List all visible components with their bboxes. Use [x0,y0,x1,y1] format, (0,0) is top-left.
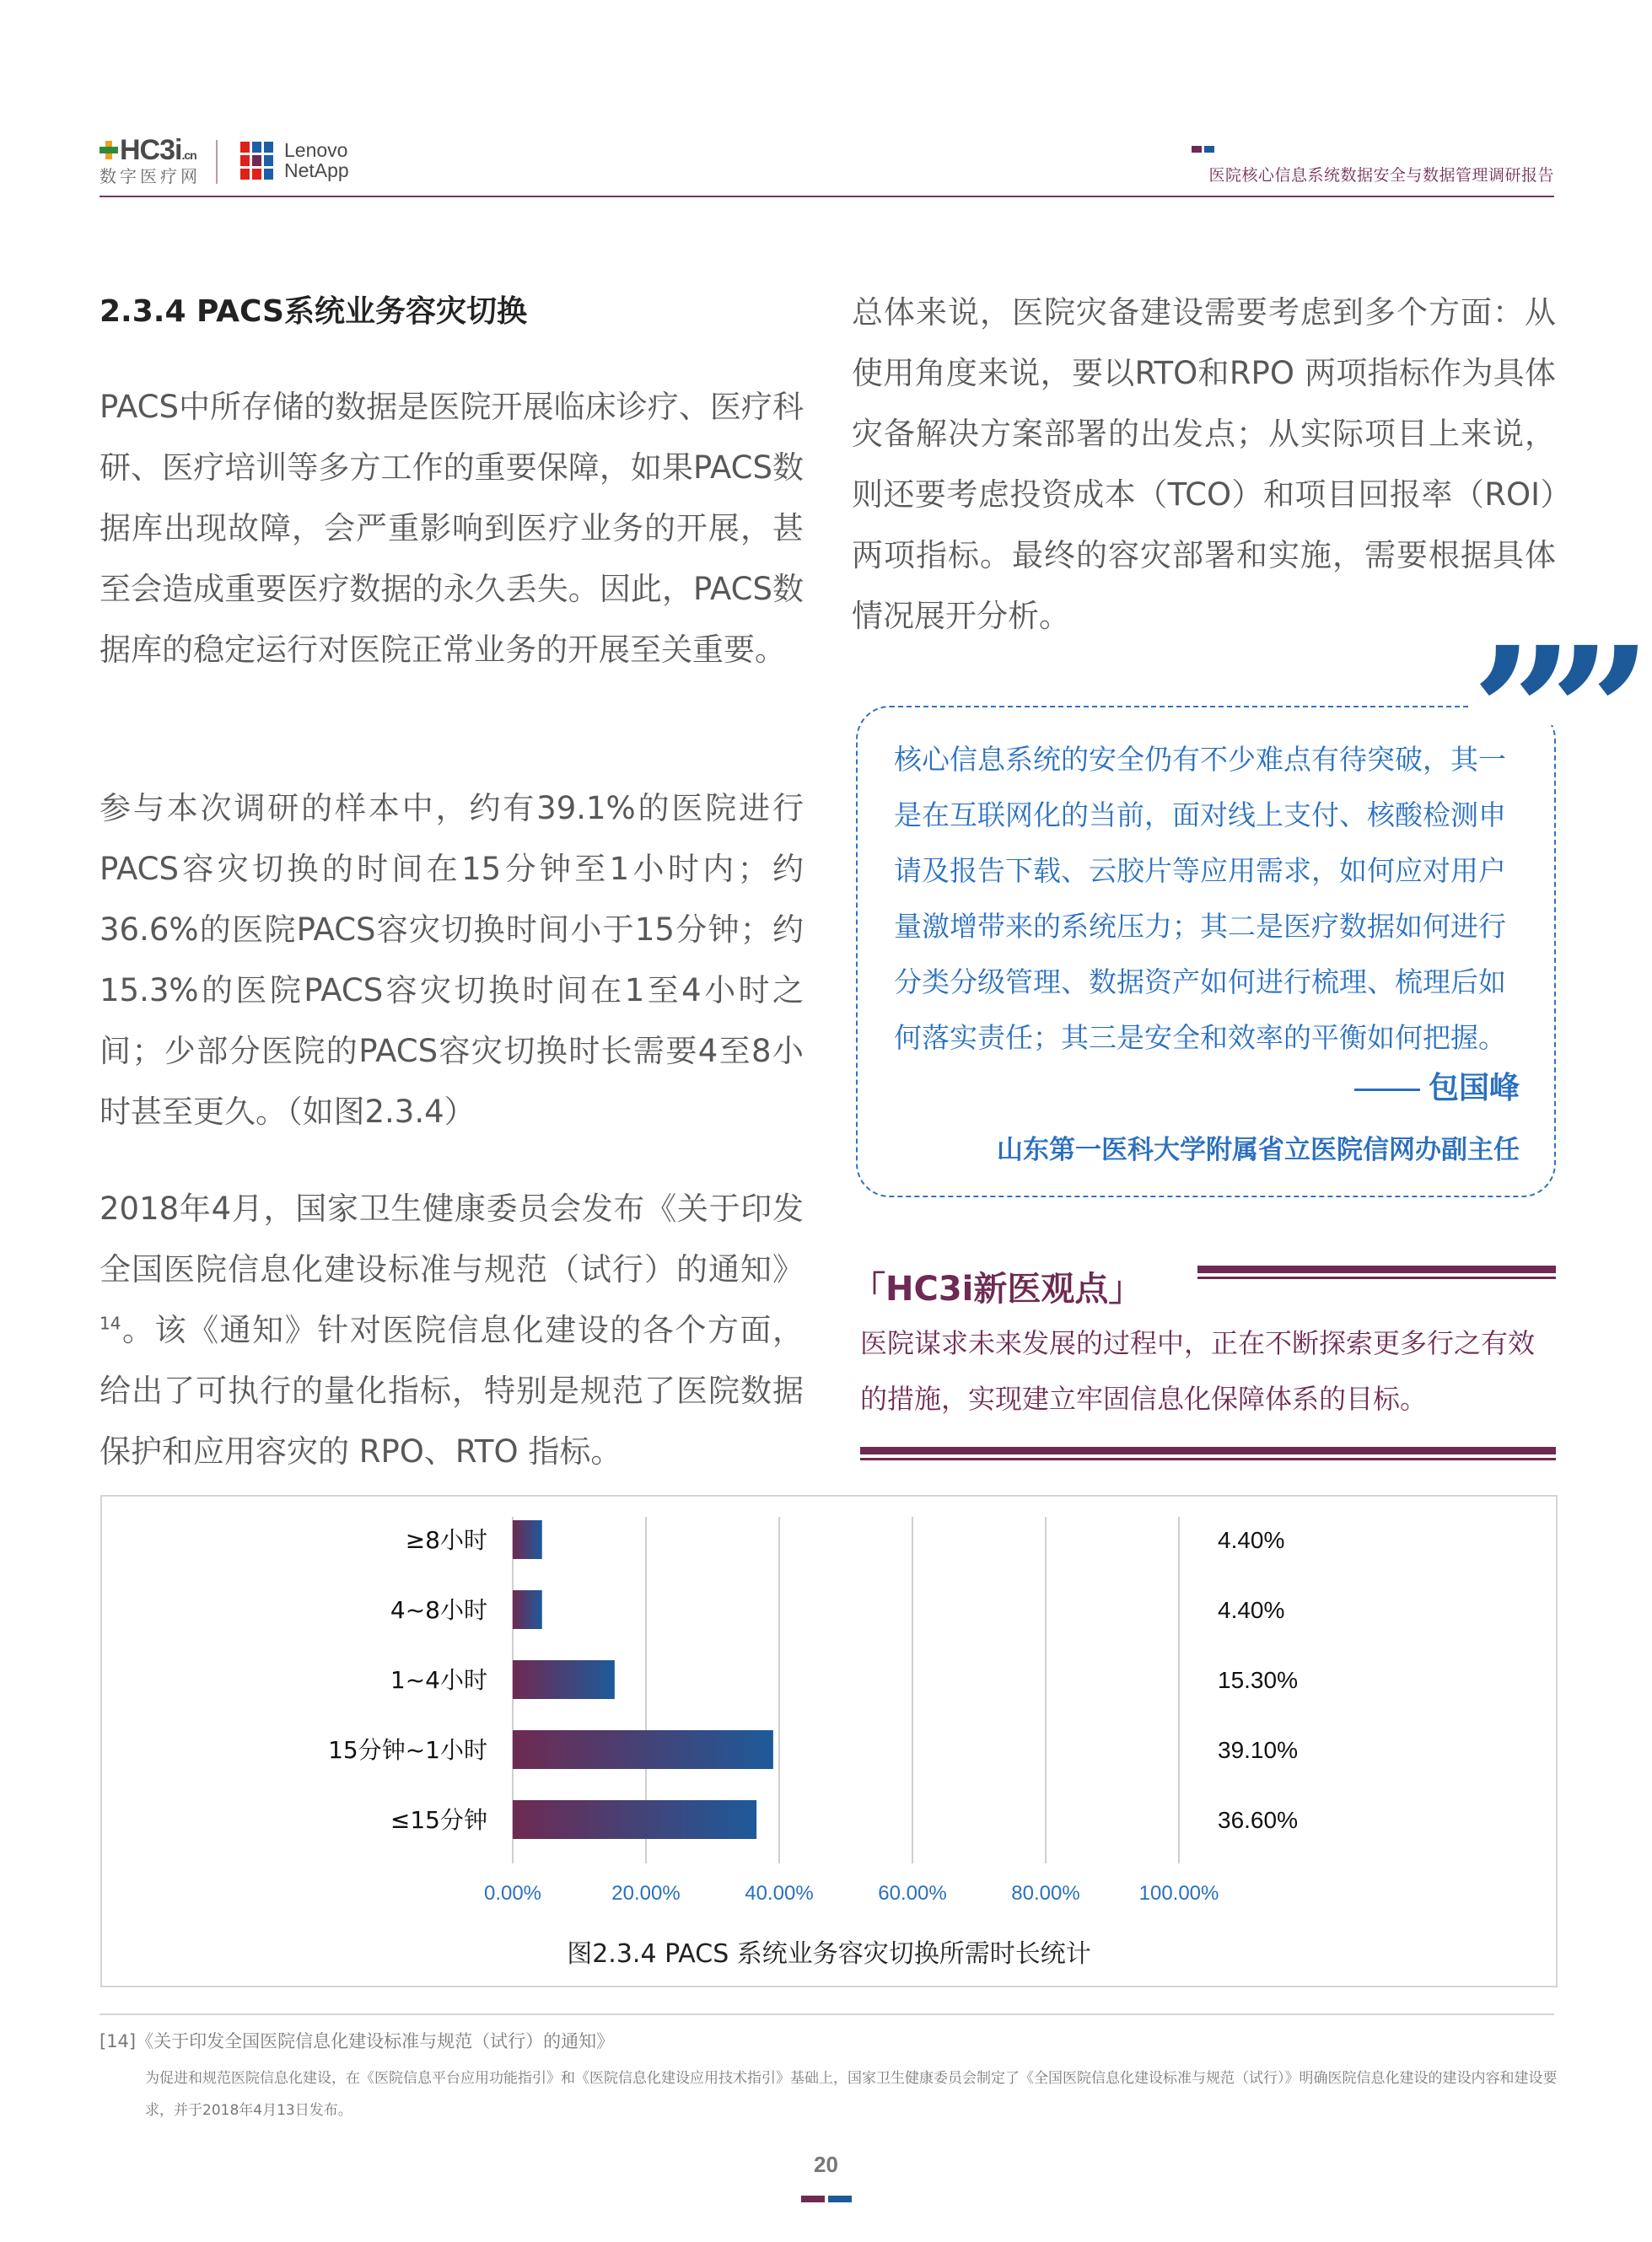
hc3i-subtitle: 数字医疗网 [100,166,201,186]
body-paragraph-1: PACS中所存储的数据是医院开展临床诊疗、医疗科研、医疗培训等多方工作的重要保障，如果PACS数据库出现故障，会严重影响到医疗业务的开展，甚至会造成重要医疗数据的永久丢失。因此，PACS数据库的稳定运行对医院正常业务的开展至关重要。 [100,389,804,668]
viewpoint-bottom-rule-thin [860,1458,1556,1460]
viewpoint-rule-thin [1197,1277,1556,1279]
bar [513,1660,615,1699]
x-tick-label: 80.00% [1011,1882,1080,1905]
quote-text: 核心信息系统的安全仍有不少难点有待突破，其一是在互联网化的当前，面对线上支付、核酸检测申请及报告下载、云胶片等应用需求，如何应对用户量激增带来的系统压力；其二是医疗数据如何进行分类分级管理、数据资产如何进行梳理、梳理后如何落实责任；其三是安全和效率的平衡如何把握。 [894,743,1506,1054]
header-rule [100,196,1554,197]
summary-paragraph: 总体来说，医院灾备建设需要考虑到多个方面：从使用角度来说，要以RTO和RPO 两项指标作为具体灾备解决方案部署的出发点；从实际项目上来说，则还要考虑投资成本（TCO）和项目回报率（ROI）两项指标。最终的容灾部署和实施，需要根据具体情况展开分析。 [852,294,1556,634]
x-tick-label: 40.00% [745,1882,814,1905]
section-heading: 2.3.4 PACS系统业务容灾切换 [100,294,527,329]
report-title: 医院核心信息系统数据安全与数据管理调研报告 [1208,166,1554,185]
partner-line1: Lenovo [284,139,348,161]
paragraph3-text-a: 2018年4月，国家卫生健康委员会发布《关于印发全国医院信息化建设标准与规范（试行）的通知》 [100,1191,804,1288]
category-label: ≤15分钟 [390,1806,487,1834]
bar [513,1590,542,1629]
paragraph3-text-b: 。该《通知》针对医院信息化建设的各个方面，给出了可执行的量化指标，特别是规范了医院数据保护和应用容灾的 RPO、RTO 指标。 [100,1312,804,1470]
page-square-purple [801,2196,825,2202]
bar [513,1520,542,1559]
accent-square-purple [1192,146,1202,153]
hc3i-mark-text: HC3i [120,134,182,166]
body-paragraph-2: 参与本次调研的样本中，约有39.1%的医院进行PACS容灾切换的时间在15分钟至1小时内；约36.6%的医院PACS容灾切换时间小于15分钟；约15.3%的医院PACS容灾切换时间在1至4小时之间；少部分医院的PACS容灾切换时长需要4至8小时甚至更久。（如图2.3.4） [100,790,804,1130]
viewpoint-bottom-rule-thick [860,1447,1556,1454]
value-label: 39.10% [1218,1737,1298,1763]
viewpoint-text: 医院谋求未来发展的过程中，正在不断探索更多行之有效的措施，实现建立牢固信息化保障体系的目标。 [860,1327,1536,1415]
quote-author-name: 包国峰 [1428,1071,1520,1105]
category-label: ≥8小时 [405,1526,487,1554]
body-paragraph-3 [100,1179,804,1482]
x-tick-label: 60.00% [878,1882,947,1905]
accent-square-blue [1204,146,1214,153]
footnote-title: [14]《关于印发全国医院信息化建设标准与规范（试行）的通知》 [100,2031,615,2051]
header-accent-squares [1192,140,1217,156]
logo-divider [216,140,218,184]
hc3i-logo [100,135,219,187]
chart-x-tick-labels [484,1882,1219,1905]
lenovo-netapp-grid-icon [240,142,272,180]
value-label: 15.30% [1218,1667,1298,1693]
hc3i-suffix: .cn [181,148,196,162]
x-tick-label: 0.00% [483,1882,542,1905]
author-dash [1354,1089,1420,1091]
footnote-rule [100,2013,1554,2015]
value-label: 4.40% [1218,1527,1285,1553]
page-number: 20 [814,2152,838,2177]
category-label: 4~8小时 [390,1596,487,1624]
page-square-blue [828,2196,852,2202]
chart-value-labels [1218,1527,1298,1833]
value-label: 4.40% [1218,1597,1285,1623]
x-tick-label: 100.00% [1138,1882,1219,1905]
x-tick-label: 20.00% [611,1882,681,1905]
footnote-body: 为促进和规范医院信息化建设，在《医院信息平台应用功能指引》和《医院信息化建设应用技术指引》基础上，国家卫生健康委员会制定了《全国医院信息化建设标准与规范（试行）》明确医院信息化建设的建设内容和建设要求，并于2018年4月13日发布。 [145,2070,1558,2119]
chart-caption: 图2.3.4 PACS 系统业务容灾切换所需时长统计 [567,1939,1091,1969]
page-accent-squares [801,2190,855,2206]
duration-bar-chart [100,1495,1558,1987]
viewpoint-rule-thick [1197,1266,1556,1273]
category-label: 15分钟~1小时 [328,1736,487,1764]
lenovo-netapp-logo [240,139,384,184]
bar [513,1800,756,1839]
chart-category-labels [328,1526,487,1834]
hc3i-wordmark [100,135,196,170]
quote-author [1354,1064,1520,1107]
category-label: 1~4小时 [390,1666,487,1694]
quote-mark-icon: ”” [1472,608,1628,816]
partner-line2: NetApp [284,159,349,181]
viewpoint-title: 「HC3i新医观点」 [852,1270,1143,1309]
chart-bars [513,1520,773,1839]
bar [513,1730,773,1769]
footnote-ref-14[interactable]: 14 [100,1313,121,1334]
quote-organization: 山东第一医科大学附属省立医院信网办副主任 [997,1135,1520,1165]
hc3i-cross-icon [100,141,118,159]
value-label: 36.60% [1218,1807,1298,1833]
lenovo-netapp-wordmark [284,140,349,180]
